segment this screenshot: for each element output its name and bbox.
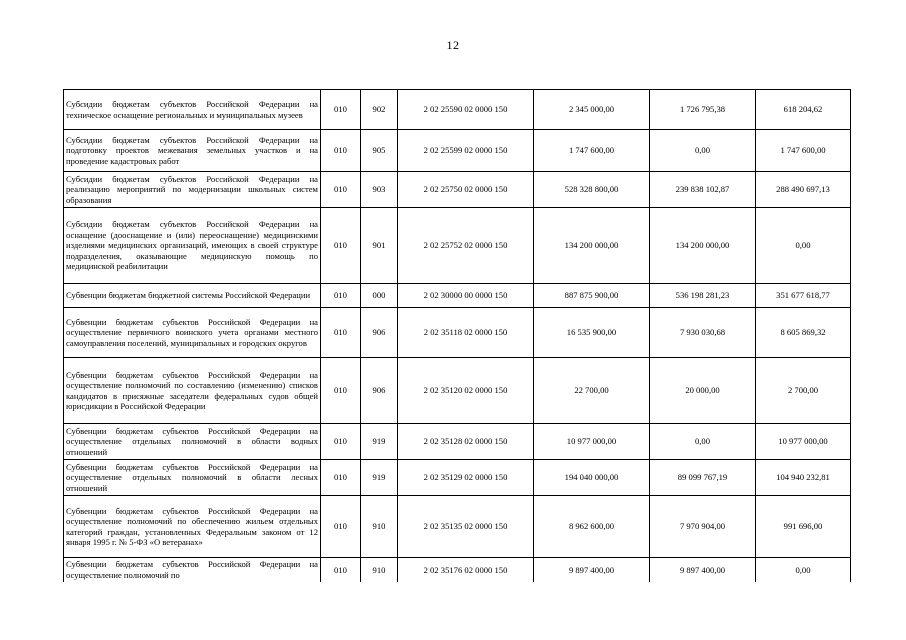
row-description: Субсидии бюджетам субъектов Российской Федерации на оснащение (дооснащение и (или) переоснащение) медицинскими изделиями медицинских организаций, имеющих в своей структуре подразделения, оказывающие медицинскую помощь по медицинской реабилитации bbox=[64, 208, 321, 284]
executed-amount-cell: 1 726 795,38 bbox=[650, 90, 756, 130]
approved-amount-cell: 528 328 800,00 bbox=[534, 172, 650, 208]
department-code-cell: 910 bbox=[361, 558, 398, 582]
row-description: Субвенции бюджетам субъектов Российской Федерации на осуществление отдельных полномочий в области лесных отношений bbox=[64, 460, 321, 496]
remaining-amount-cell: 288 490 697,13 bbox=[756, 172, 851, 208]
admin-code-cell: 010 bbox=[321, 90, 361, 130]
approved-amount-cell: 9 897 400,00 bbox=[534, 558, 650, 582]
executed-amount-cell: 7 970 904,00 bbox=[650, 496, 756, 558]
remaining-amount-cell: 991 696,00 bbox=[756, 496, 851, 558]
department-code-cell: 000 bbox=[361, 284, 398, 308]
table-row bbox=[64, 358, 851, 424]
admin-code-cell: 010 bbox=[321, 460, 361, 496]
executed-amount-cell: 134 200 000,00 bbox=[650, 208, 756, 284]
admin-code-cell: 010 bbox=[321, 496, 361, 558]
row-description: Субвенции бюджетам субъектов Российской Федерации на осуществление отдельных полномочий в области водных отношений bbox=[64, 424, 321, 460]
remaining-amount-cell: 104 940 232,81 bbox=[756, 460, 851, 496]
remaining-amount-cell: 8 605 869,32 bbox=[756, 308, 851, 358]
admin-code-cell: 010 bbox=[321, 284, 361, 308]
budget-classification-code-cell: 2 02 35129 02 0000 150 bbox=[398, 460, 534, 496]
budget-classification-code-cell: 2 02 30000 00 0000 150 bbox=[398, 284, 534, 308]
executed-amount-cell: 20 000,00 bbox=[650, 358, 756, 424]
row-description: Субвенции бюджетам субъектов Российской Федерации на осуществление полномочий по bbox=[64, 558, 321, 582]
row-description: Субвенции бюджетам бюджетной системы Российской Федерации bbox=[64, 284, 321, 308]
budget-classification-code-cell: 2 02 35128 02 0000 150 bbox=[398, 424, 534, 460]
remaining-amount-cell: 351 677 618,77 bbox=[756, 284, 851, 308]
approved-amount-cell: 1 747 600,00 bbox=[534, 130, 650, 172]
table-row bbox=[64, 172, 851, 208]
row-description: Субвенции бюджетам субъектов Российской Федерации на осуществление полномочий по составлению (изменению) списков кандидатов в присяжные заседатели федеральных судов общей юрисдикции в Российской Федерации bbox=[64, 358, 321, 424]
table-row bbox=[64, 308, 851, 358]
table-row bbox=[64, 496, 851, 558]
table-row bbox=[64, 460, 851, 496]
executed-amount-cell: 0,00 bbox=[650, 424, 756, 460]
approved-amount-cell: 194 040 000,00 bbox=[534, 460, 650, 496]
admin-code-cell: 010 bbox=[321, 308, 361, 358]
budget-classification-code-cell: 2 02 35135 02 0000 150 bbox=[398, 496, 534, 558]
budget-classification-code-cell: 2 02 25750 02 0000 150 bbox=[398, 172, 534, 208]
admin-code-cell: 010 bbox=[321, 424, 361, 460]
approved-amount-cell: 8 962 600,00 bbox=[534, 496, 650, 558]
budget-classification-code-cell: 2 02 35120 02 0000 150 bbox=[398, 358, 534, 424]
table-row bbox=[64, 284, 851, 308]
remaining-amount-cell: 0,00 bbox=[756, 208, 851, 284]
admin-code-cell: 010 bbox=[321, 208, 361, 284]
row-description: Субвенции бюджетам субъектов Российской Федерации на осуществление первичного воинского учета органами местного самоуправления поселений, муниципальных и городских округов bbox=[64, 308, 321, 358]
row-description: Субсидии бюджетам субъектов Российской Федерации на подготовку проектов межевания земельных участков и на проведение кадастровых работ bbox=[64, 130, 321, 172]
remaining-amount-cell: 1 747 600,00 bbox=[756, 130, 851, 172]
department-code-cell: 919 bbox=[361, 424, 398, 460]
budget-classification-code-cell: 2 02 35176 02 0000 150 bbox=[398, 558, 534, 582]
executed-amount-cell: 536 198 281,23 bbox=[650, 284, 756, 308]
approved-amount-cell: 2 345 000,00 bbox=[534, 90, 650, 130]
department-code-cell: 919 bbox=[361, 460, 398, 496]
admin-code-cell: 010 bbox=[321, 358, 361, 424]
remaining-amount-cell: 10 977 000,00 bbox=[756, 424, 851, 460]
budget-classification-code-cell: 2 02 25752 02 0000 150 bbox=[398, 208, 534, 284]
admin-code-cell: 010 bbox=[321, 172, 361, 208]
budget-classification-code-cell: 2 02 35118 02 0000 150 bbox=[398, 308, 534, 358]
budget-classification-code-cell: 2 02 25590 02 0000 150 bbox=[398, 90, 534, 130]
executed-amount-cell: 7 930 030,68 bbox=[650, 308, 756, 358]
row-description: Субсидии бюджетам субъектов Российской Федерации на техническое оснащение региональных и муниципальных музеев bbox=[64, 90, 321, 130]
executed-amount-cell: 89 099 767,19 bbox=[650, 460, 756, 496]
department-code-cell: 901 bbox=[361, 208, 398, 284]
department-code-cell: 906 bbox=[361, 308, 398, 358]
approved-amount-cell: 134 200 000,00 bbox=[534, 208, 650, 284]
executed-amount-cell: 9 897 400,00 bbox=[650, 558, 756, 582]
executed-amount-cell: 239 838 102,87 bbox=[650, 172, 756, 208]
page-number: 12 bbox=[446, 38, 460, 52]
approved-amount-cell: 887 875 900,00 bbox=[534, 284, 650, 308]
approved-amount-cell: 22 700,00 bbox=[534, 358, 650, 424]
table-row bbox=[64, 90, 851, 130]
table-body bbox=[64, 90, 851, 582]
department-code-cell: 906 bbox=[361, 358, 398, 424]
table-row bbox=[64, 130, 851, 172]
remaining-amount-cell: 0,00 bbox=[756, 558, 851, 582]
remaining-amount-cell: 2 700,00 bbox=[756, 358, 851, 424]
table-row bbox=[64, 558, 851, 582]
budget-table bbox=[63, 89, 851, 582]
admin-code-cell: 010 bbox=[321, 130, 361, 172]
table-row bbox=[64, 424, 851, 460]
executed-amount-cell: 0,00 bbox=[650, 130, 756, 172]
budget-classification-code-cell: 2 02 25599 02 0000 150 bbox=[398, 130, 534, 172]
table-row bbox=[64, 208, 851, 284]
row-description: Субсидии бюджетам субъектов Российской Федерации на реализацию мероприятий по модернизации школьных систем образования bbox=[64, 172, 321, 208]
approved-amount-cell: 10 977 000,00 bbox=[534, 424, 650, 460]
row-description: Субвенции бюджетам субъектов Российской Федерации на осуществление полномочий по обеспечению жильем отдельных категорий граждан, установленных Федеральным законом от 12 января 1995 г. № 5-ФЗ «О ветеранах» bbox=[64, 496, 321, 558]
admin-code-cell: 010 bbox=[321, 558, 361, 582]
remaining-amount-cell: 618 204,62 bbox=[756, 90, 851, 130]
department-code-cell: 902 bbox=[361, 90, 398, 130]
approved-amount-cell: 16 535 900,00 bbox=[534, 308, 650, 358]
department-code-cell: 905 bbox=[361, 130, 398, 172]
department-code-cell: 910 bbox=[361, 496, 398, 558]
department-code-cell: 903 bbox=[361, 172, 398, 208]
